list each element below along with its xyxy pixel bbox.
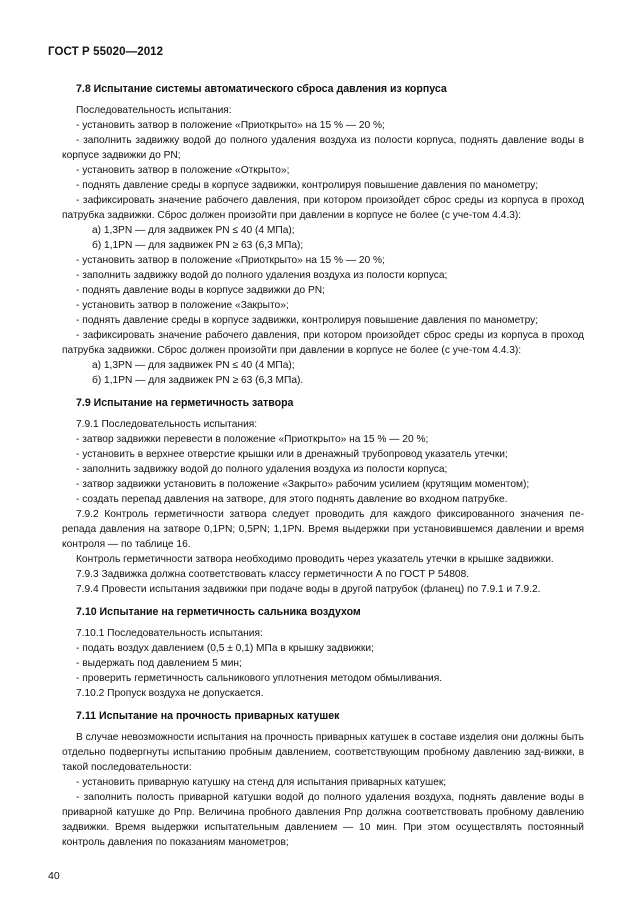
paragraph: 7.9.2 Контроль герметичности затвора следует проводить для каждого фиксированного значения пе-репада давления на затворе 0,1PN; 0,5PN; 1,1PN. Время выдержки при установившемся давлении и время контроля — по таблице 16.	[62, 509, 584, 550]
list-item: - установить в верхнее отверстие крышки или в дренажный трубопровод указатель утечки;	[76, 449, 508, 460]
paragraph: В случае невозможности испытания на прочность приварных катушек в составе изделия они должны быть отдельно подвергнуты испытанию пробным давлением, соответствующим пробному давлению зад-вижки, в такой последовательности:	[62, 732, 584, 773]
list-item: - зафиксировать значение рабочего давления, при котором произойдет сброс среды из корпуса в проход патрубка задвижки. Сброс должен произойти при давлении в корпусе не более (с уче-том 4.4.3):	[62, 195, 584, 221]
paragraph: 7.10.1 Последовательность испытания:	[76, 628, 263, 639]
paragraph: 7.9.1 Последовательность испытания:	[76, 419, 258, 430]
section-title-7-9: 7.9 Испытание на герметичность затвора	[76, 397, 294, 409]
list-item: - заполнить задвижку водой до полного удаления воздуха из полости корпуса, поднять давление воды в корпусе задвижки до PN;	[62, 135, 584, 161]
list-item: а) 1,3PN — для задвижек PN ≤ 40 (4 МПа);	[92, 225, 295, 236]
section-title-7-10: 7.10 Испытание на герметичность сальника воздухом	[76, 606, 361, 618]
list-item: - установить затвор в положение «Приоткрыто» на 15 % — 20 %;	[76, 255, 385, 266]
paragraph: Контроль герметичности затвора необходимо проводить через указатель утечки в крышке задвижки.	[76, 554, 554, 565]
list-item: - выдержать под давлением 5 мин;	[76, 658, 242, 669]
list-item: - заполнить полость приварной катушки водой до полного удаления воздуха, поднять давление воды в приварной катушке до Pпр. Величина пробного давления Pпр должна соответствовать пробному давлению задвижки. Время выдержки испытательным давлением — 10 мин. При этом осуществлять постоянный контроль давления по показаниям манометров;	[62, 792, 584, 848]
paragraph: 7.9.3 Задвижка должна соответствовать классу герметичности А по ГОСТ Р 54808.	[76, 569, 470, 580]
list-item: - установить затвор в положение «Закрыто»;	[76, 300, 289, 311]
paragraph: 7.10.2 Пропуск воздуха не допускается.	[76, 688, 264, 699]
list-item: - подать воздух давлением (0,5 ± 0,1) МПа в крышку задвижки;	[76, 643, 374, 654]
document-body	[62, 78, 584, 850]
paragraph: Последовательность испытания:	[76, 105, 232, 116]
list-item: б) 1,1PN — для задвижек PN ≥ 63 (6,3 МПа);	[92, 240, 304, 251]
document-id-header: ГОСТ Р 55020—2012	[48, 46, 164, 58]
page-number: 40	[48, 870, 60, 882]
list-item: а) 1,3PN — для задвижек PN ≤ 40 (4 МПа);	[92, 360, 295, 371]
list-item: - заполнить задвижку водой до полного удаления воздуха из полости корпуса;	[76, 464, 448, 475]
list-item: - поднять давление воды в корпусе задвижки до PN;	[76, 285, 325, 296]
list-item: - зафиксировать значение рабочего давления, при котором произойдет сброс среды из корпуса в проход патрубка задвижки. Сброс должен произойти при давлении в корпусе не более (с уче-том 4.4.3):	[62, 330, 584, 356]
list-item: - установить приварную катушку на стенд для испытания приварных катушек;	[76, 777, 447, 788]
list-item: - установить затвор в положение «Приоткрыто» на 15 % — 20 %;	[76, 120, 385, 131]
list-item: - затвор задвижки перевести в положение «Приоткрыто» на 15 % — 20 %;	[76, 434, 429, 445]
section-title-7-8: 7.8 Испытание системы автоматического сброса давления из корпуса	[76, 83, 447, 95]
list-item: - поднять давление среды в корпусе задвижки, контролируя повышение давления по манометру;	[76, 315, 539, 326]
list-item: б) 1,1PN — для задвижек PN ≥ 63 (6,3 МПа).	[92, 375, 304, 386]
list-item: - проверить герметичность сальникового уплотнения методом обмыливания.	[76, 673, 443, 684]
list-item: - заполнить задвижку водой до полного удаления воздуха из полости корпуса;	[76, 270, 448, 281]
section-title-7-11: 7.11 Испытание на прочность приварных катушек	[76, 710, 340, 722]
list-item: - создать перепад давления на затворе, для этого поднять давление во входном патрубке.	[76, 494, 508, 505]
list-item: - затвор задвижки установить в положение «Закрыто» рабочим усилием (крутящим моментом);	[76, 479, 530, 490]
list-item: - поднять давление среды в корпусе задвижки, контролируя повышение давления по манометру;	[76, 180, 539, 191]
list-item: - установить затвор в положение «Открыто»;	[76, 165, 290, 176]
paragraph: 7.9.4 Провести испытания задвижки при подаче воды в другой патрубок (фланец) по 7.9.1 и 7.9.2.	[76, 584, 541, 595]
